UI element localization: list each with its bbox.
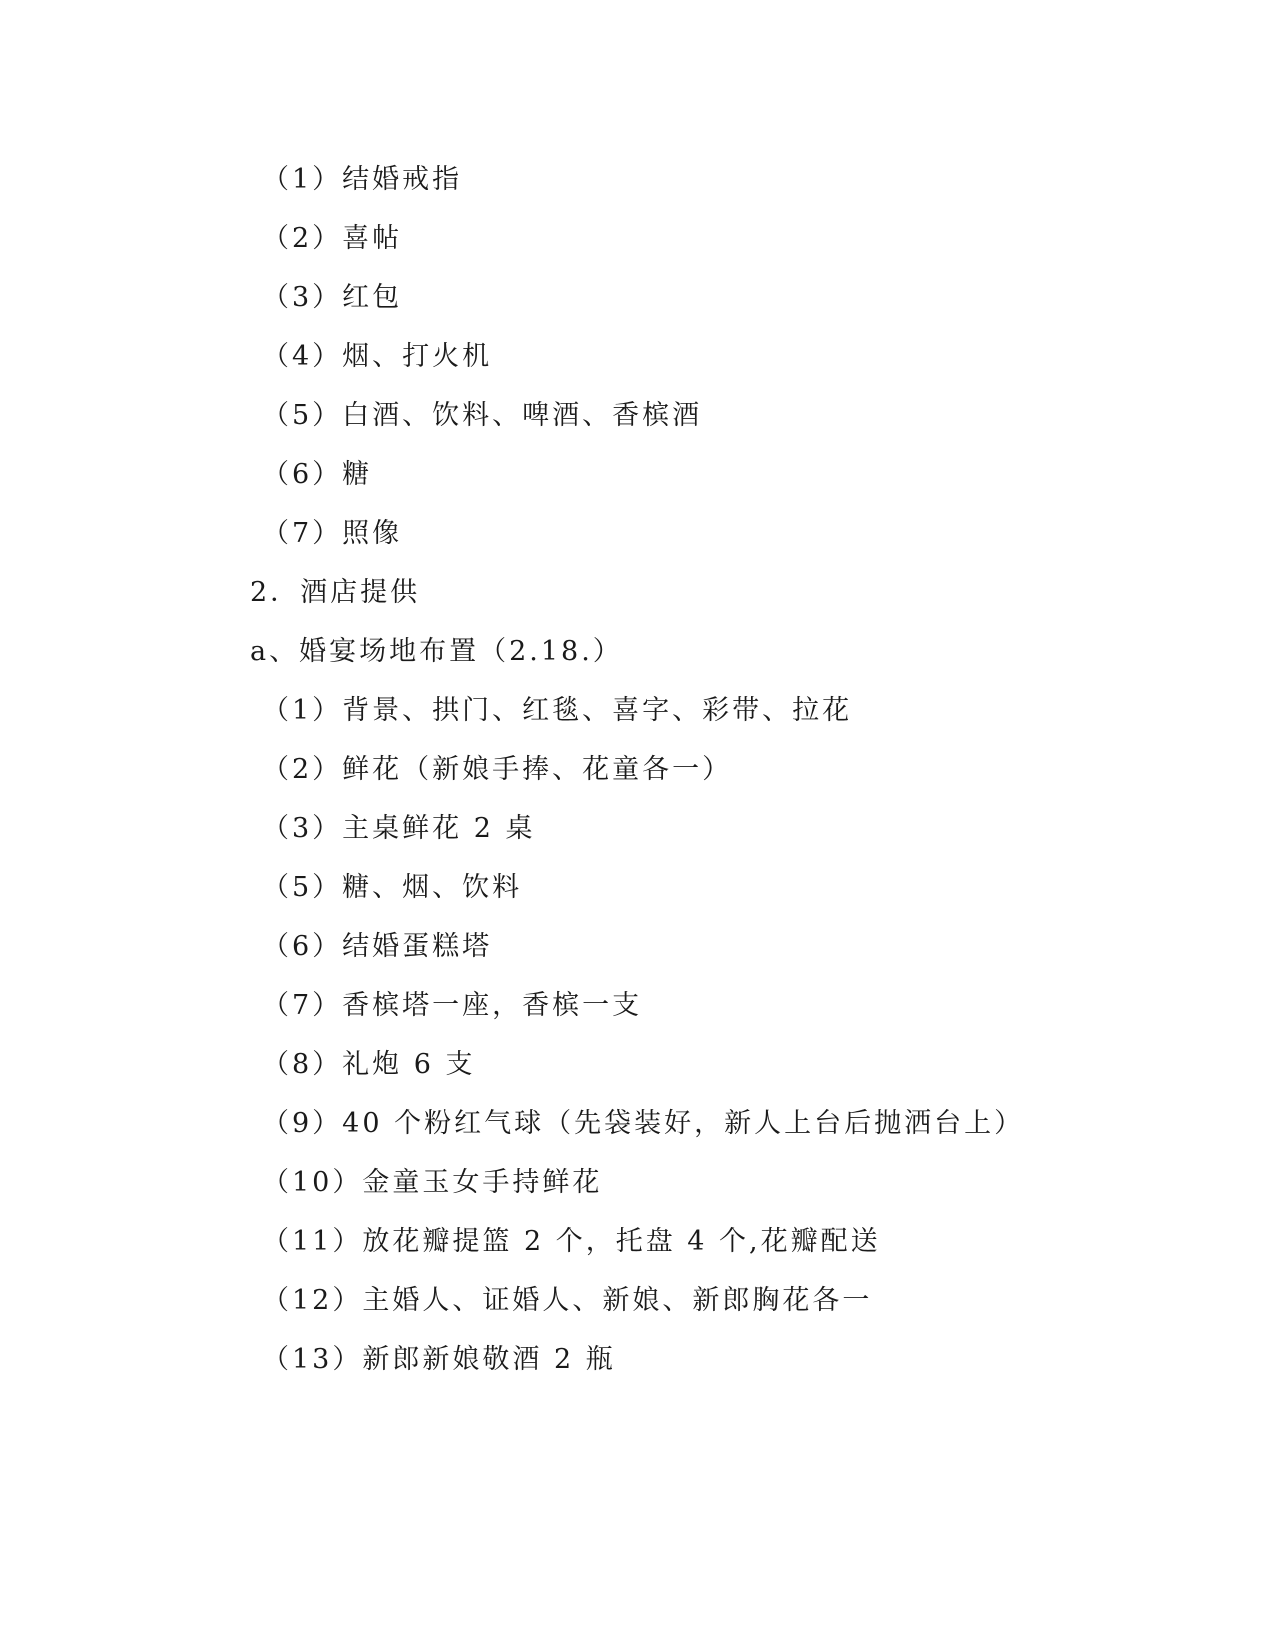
list-item: （1）背景、拱门、红毯、喜字、彩带、拉花 xyxy=(262,695,853,726)
list-item: （5）糖、烟、饮料 xyxy=(262,872,523,903)
list-item: （13）新郎新娘敬酒 2 瓶 xyxy=(262,1344,616,1375)
list-item: （1）结婚戒指 xyxy=(262,164,463,195)
list-item: （11）放花瓣提篮 2 个，托盘 4 个,花瓣配送 xyxy=(262,1226,881,1257)
list-item: （7）香槟塔一座，香槟一支 xyxy=(262,990,643,1021)
list-item: （3）主桌鲜花 2 桌 xyxy=(262,813,536,844)
list-item: （9）40 个粉红气球（先袋装好，新人上台后抛洒台上） xyxy=(262,1108,1025,1139)
list-item: （6）结婚蛋糕塔 xyxy=(262,931,493,962)
list-item: （4）烟、打火机 xyxy=(262,341,493,372)
list-item: （3）红包 xyxy=(262,282,403,313)
list-item: （8）礼炮 6 支 xyxy=(262,1049,476,1080)
list-item: （2）鲜花（新娘手捧、花童各一） xyxy=(262,754,733,785)
list-item: （2）喜帖 xyxy=(262,223,403,254)
list-item: （7）照像 xyxy=(262,518,403,549)
list-item: （5）白酒、饮料、啤酒、香槟酒 xyxy=(262,400,703,431)
section-heading: 2．酒店提供 xyxy=(250,577,421,608)
subsection-heading: a、婚宴场地布置（2.18.） xyxy=(250,636,623,667)
list-item: （6）糖 xyxy=(262,459,373,490)
list-item: （10）金童玉女手持鲜花 xyxy=(262,1167,603,1198)
list-item: （12）主婚人、证婚人、新娘、新郎胸花各一 xyxy=(262,1285,873,1316)
